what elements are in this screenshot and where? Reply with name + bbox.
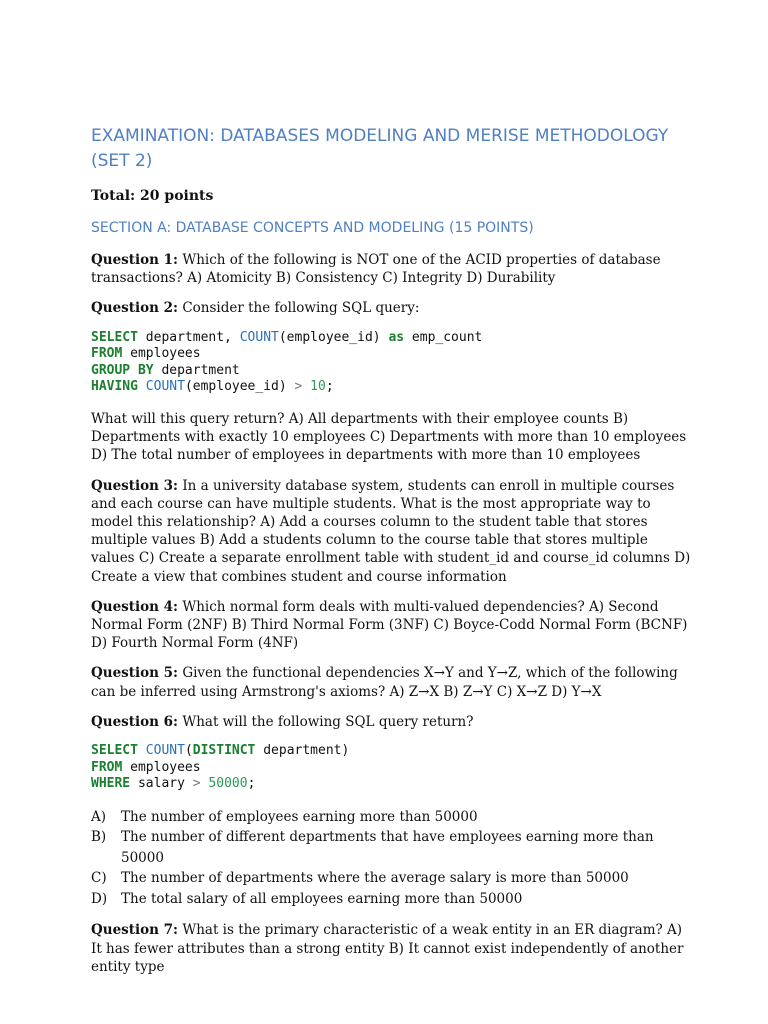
question-text: Given the functional dependencies X→Y and Y→Z, which of the following can be inferred using Armstrong's axioms? A) Z→X B) Z→Y C) X→Z D) Y→X bbox=[91, 665, 678, 700]
question-4 bbox=[91, 598, 691, 653]
sql-keyword: FROM bbox=[91, 346, 123, 362]
sql-keyword: SELECT bbox=[91, 329, 138, 345]
sql-keyword: as bbox=[388, 329, 405, 345]
sql-keyword: DISTINCT bbox=[192, 743, 256, 759]
sql-text: (employee_id) bbox=[278, 329, 389, 345]
option-text: The total salary of all employees earning more than 50000 bbox=[121, 890, 523, 907]
sql-keyword: GROUP BY bbox=[91, 362, 154, 378]
total-points: Total: 20 points bbox=[91, 188, 214, 204]
question-5 bbox=[91, 664, 691, 700]
option-letter: B) bbox=[91, 829, 107, 846]
question-text: Which of the following is NOT one of the ACID properties of database transactions? A) Atomicity B) Consistency C) Integrity D) Durability bbox=[91, 252, 661, 287]
question-2 bbox=[91, 299, 691, 317]
section-a-heading: SECTION A: DATABASE CONCEPTS AND MODELING (15 POINTS) bbox=[91, 220, 534, 236]
sql-function: COUNT bbox=[239, 329, 279, 345]
question-text: Consider the following SQL query: bbox=[178, 300, 420, 317]
question-label: Question 4: bbox=[91, 598, 179, 615]
question-1 bbox=[91, 251, 691, 287]
question-text: In a university database system, students can enroll in multiple courses and each course can have multiple students. What is the most appropriate way to model this relationship? A) Add a courses column to the student table that stores multiple values B) Add a students column to the course table that stores multiple values C) Create a separate enrollment table with student_id and course_id columns D) Create a view that combines student and course information bbox=[91, 477, 691, 585]
sql-function: COUNT bbox=[137, 743, 185, 759]
sql-text: department bbox=[153, 362, 240, 378]
sql-text: ; bbox=[325, 379, 334, 395]
sql-text: employees bbox=[122, 759, 201, 775]
sql-text: salary bbox=[130, 776, 193, 792]
question-3 bbox=[91, 477, 691, 586]
sql-text: (employee_id) bbox=[184, 379, 295, 395]
option-item bbox=[91, 807, 691, 828]
option-letter: A) bbox=[91, 808, 107, 825]
option-text: The number of employees earning more than 50000 bbox=[121, 808, 478, 825]
question-label: Question 6: bbox=[91, 713, 179, 730]
sql-code-block bbox=[91, 743, 691, 793]
question-2-options: What will this query return? A) All departments with their employee counts B) Departments with exactly 10 employees C) Departments with more than 10 employees D) The total number of employees in departments with more than 10 employees bbox=[91, 410, 687, 464]
question-label: Question 1: bbox=[91, 252, 179, 268]
sql-operator: > bbox=[192, 776, 201, 792]
sql-function: COUNT bbox=[137, 379, 185, 395]
sql-text: ( bbox=[184, 743, 193, 759]
question-6 bbox=[91, 713, 691, 731]
question-label: Question 7: bbox=[91, 922, 179, 939]
question-label: Question 5: bbox=[91, 665, 179, 682]
question-label: Question 2: bbox=[91, 300, 179, 317]
sql-operator: > bbox=[294, 379, 303, 395]
sql-text: emp_count bbox=[404, 329, 483, 345]
question-text: Which normal form deals with multi-valued dependencies? A) Second Normal Form (2NF) B) Third Normal Form (3NF) C) Boyce-Codd Normal Form (BCNF) D) Fourth Normal Form (4NF) bbox=[91, 598, 688, 652]
sql-text: department) bbox=[255, 743, 350, 759]
sql-keyword: WHERE bbox=[91, 776, 131, 792]
option-text: The number of departments where the average salary is more than 50000 bbox=[121, 870, 629, 887]
option-item bbox=[91, 827, 691, 868]
question-text: What is the primary characteristic of a weak entity in an ER diagram? A) It has fewer attributes than a strong entity B) It cannot exist independently of another entity type bbox=[91, 922, 684, 975]
option-item bbox=[91, 889, 691, 910]
question-text: What will the following SQL query return? bbox=[178, 713, 474, 730]
sql-number: 50000 bbox=[200, 776, 248, 792]
sql-keyword: SELECT bbox=[91, 743, 138, 759]
sql-text: department, bbox=[137, 329, 240, 345]
sql-text: ; bbox=[247, 776, 256, 792]
document-content bbox=[91, 124, 691, 988]
question-7 bbox=[91, 921, 691, 976]
option-letter: C) bbox=[91, 870, 107, 887]
question-6-options bbox=[91, 807, 691, 910]
option-text: The number of different departments that have employees earning more than 50000 bbox=[121, 829, 654, 866]
question-label: Question 3: bbox=[91, 477, 179, 494]
option-letter: D) bbox=[91, 890, 108, 907]
sql-text: employees bbox=[122, 346, 201, 362]
sql-code-block bbox=[91, 330, 691, 396]
sql-keyword: HAVING bbox=[91, 379, 138, 395]
sql-number: 10 bbox=[302, 379, 326, 395]
option-item bbox=[91, 868, 691, 889]
exam-title: EXAMINATION: DATABASES MODELING AND MERISE METHODOLOGY (SET 2) bbox=[91, 126, 669, 171]
sql-keyword: FROM bbox=[91, 759, 123, 775]
